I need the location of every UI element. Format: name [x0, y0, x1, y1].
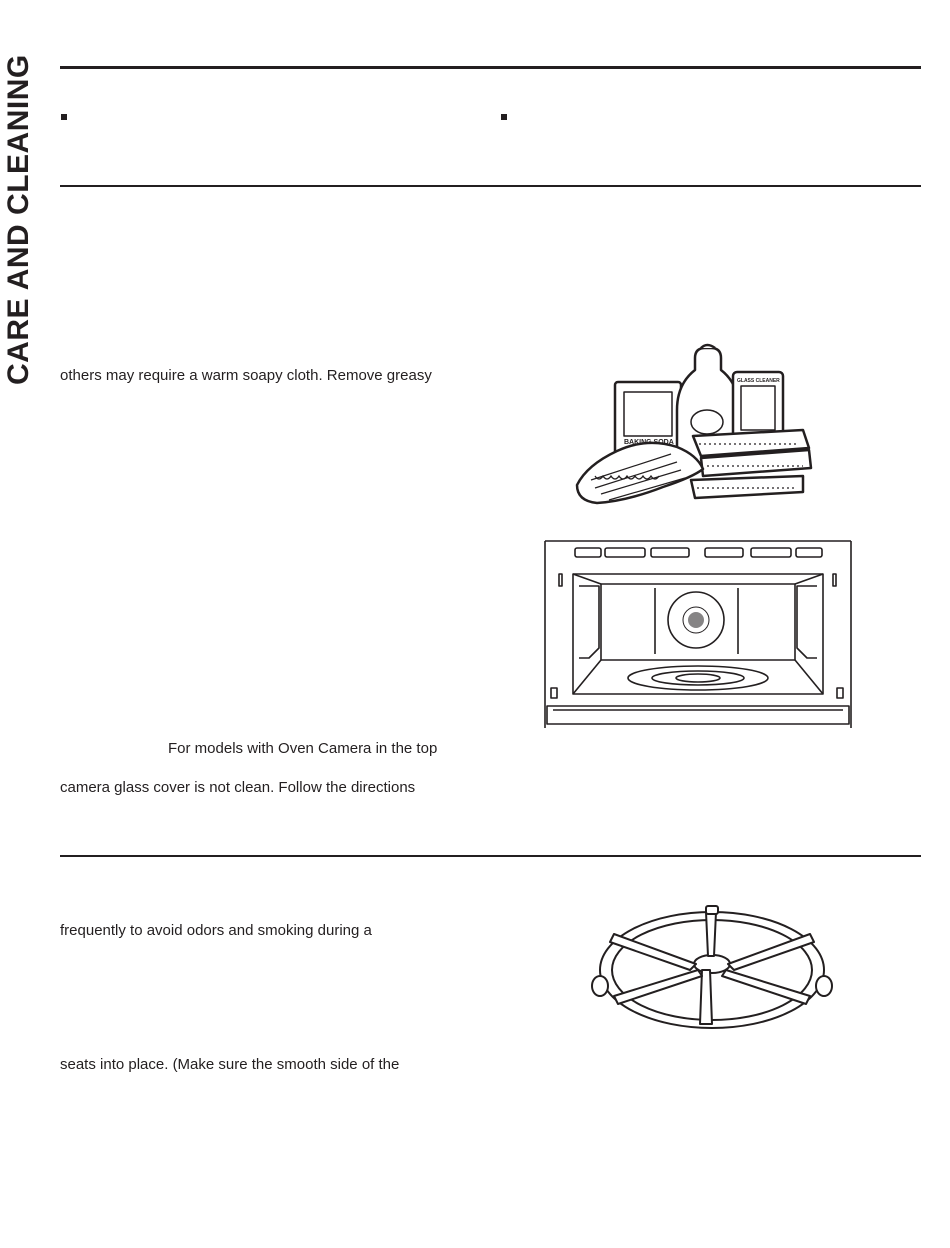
- body-text-line: camera glass cover is not clean. Follow the directions: [60, 779, 416, 796]
- turntable-support-illustration: [586, 900, 838, 1034]
- section-side-title: CARE AND CLEANING: [2, 54, 35, 385]
- section-rule-lower: [60, 855, 921, 857]
- body-text-line: frequently to avoid odors and smoking during a: [60, 922, 372, 939]
- body-text-line: For models with Oven Camera in the top: [168, 740, 438, 757]
- cleaning-supplies-illustration: [565, 340, 825, 510]
- top-rule: [60, 66, 921, 69]
- body-text-line: seats into place. (Make sure the smooth side of the: [60, 1056, 400, 1073]
- bullet-left: [61, 114, 67, 120]
- baking-soda-label: BAKING SODA: [624, 439, 674, 446]
- glass-cleaner-label: GLASS CLEANER: [737, 378, 780, 384]
- oven-interior-illustration: [543, 538, 853, 730]
- section-rule-upper: [60, 185, 921, 187]
- bullet-right: [501, 114, 507, 120]
- body-text-line: others may require a warm soapy cloth. Remove greasy: [60, 367, 432, 384]
